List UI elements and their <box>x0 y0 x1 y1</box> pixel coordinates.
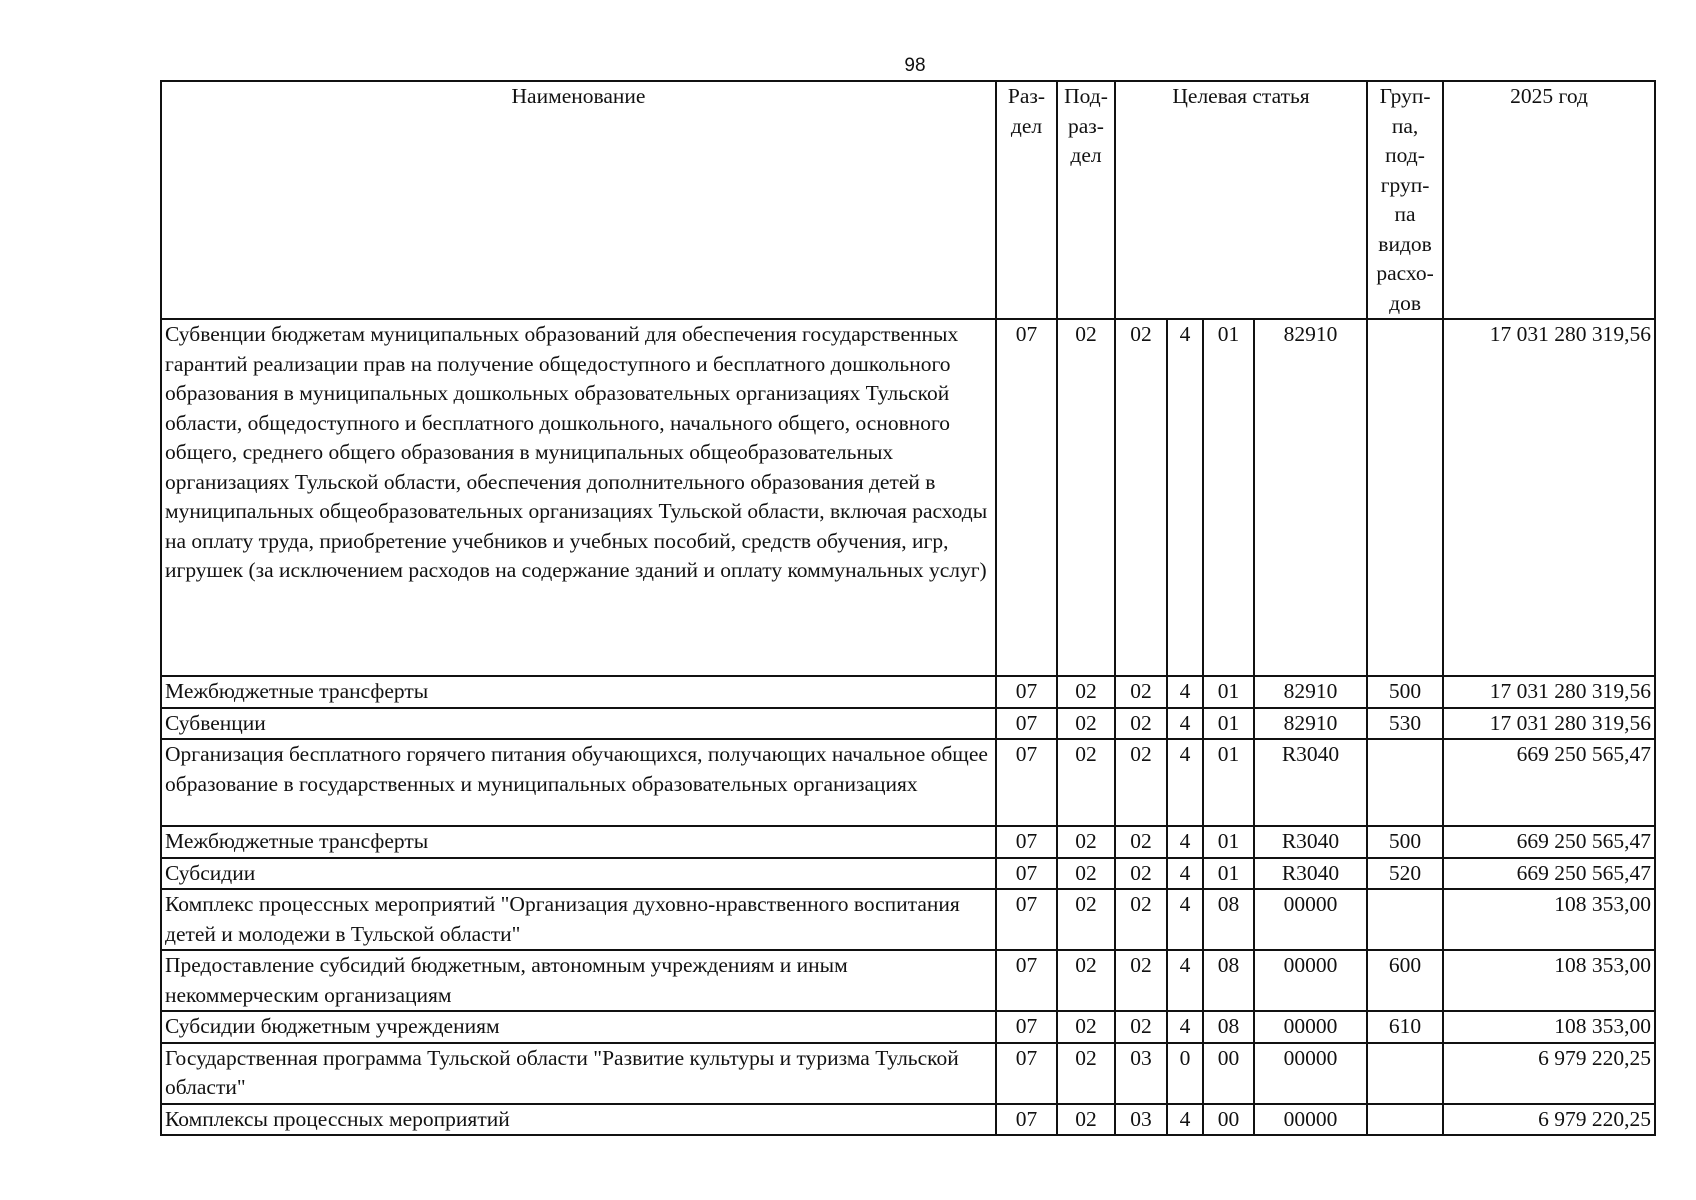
row-cs4: 00000 <box>1254 889 1367 950</box>
row-amount: 17 031 280 319,56 <box>1443 708 1655 740</box>
row-name: Организация бесплатного горячего питания обучающихся, получающих начальное общее образование в государственных и муниципальных образовательных организациях <box>161 739 996 826</box>
row-amount: 669 250 565,47 <box>1443 858 1655 890</box>
row-name: Комплексы процессных мероприятий <box>161 1104 996 1136</box>
row-cs2: 4 <box>1167 950 1203 1011</box>
table-row <box>161 708 1655 740</box>
row-razdel: 07 <box>996 950 1057 1011</box>
row-cs3: 01 <box>1203 319 1254 676</box>
row-gruppa <box>1367 319 1443 676</box>
table-row <box>161 1043 1655 1104</box>
row-cs4: 00000 <box>1254 1043 1367 1104</box>
row-name: Межбюджетные трансферты <box>161 676 996 708</box>
row-cs2: 4 <box>1167 858 1203 890</box>
row-cs4: 00000 <box>1254 1011 1367 1043</box>
row-podrazdel: 02 <box>1057 1011 1115 1043</box>
row-name: Субвенции <box>161 708 996 740</box>
row-cs1: 02 <box>1115 889 1167 950</box>
table-row <box>161 826 1655 858</box>
row-amount: 108 353,00 <box>1443 889 1655 950</box>
row-gruppa: 600 <box>1367 950 1443 1011</box>
row-name: Субвенции бюджетам муниципальных образований для обеспечения государственных гарантий реализации прав на получение общедоступного и бесплатного дошкольного образования в муниципальных дошкольных образовательных организациях Тульской области, общедоступного и бесплатного дошкольного, начального общего, основного общего, среднего общего образования в муниципальных общеобразовательных организациях Тульской области, обеспечения дополнительного образования детей в муниципальных общеобразовательных организациях Тульской области, включая расходы на оплату труда, приобретение учебников и учебных пособий, средств обучения, игр, игрушек (за исключением расходов на содержание зданий и оплату коммунальных услуг) <box>161 319 996 676</box>
row-podrazdel: 02 <box>1057 950 1115 1011</box>
row-podrazdel: 02 <box>1057 708 1115 740</box>
row-cs3: 01 <box>1203 826 1254 858</box>
table-row <box>161 319 1655 676</box>
row-cs1: 02 <box>1115 739 1167 826</box>
row-cs3: 01 <box>1203 858 1254 890</box>
row-podrazdel: 02 <box>1057 826 1115 858</box>
row-cs3: 00 <box>1203 1104 1254 1136</box>
row-gruppa <box>1367 1043 1443 1104</box>
row-podrazdel: 02 <box>1057 889 1115 950</box>
table-row <box>161 676 1655 708</box>
table-header-row <box>161 81 1655 319</box>
row-name: Субсидии бюджетным учреждениям <box>161 1011 996 1043</box>
row-amount: 669 250 565,47 <box>1443 826 1655 858</box>
row-razdel: 07 <box>996 708 1057 740</box>
header-year: 2025 год <box>1443 81 1655 319</box>
row-gruppa: 500 <box>1367 826 1443 858</box>
row-cs1: 03 <box>1115 1104 1167 1136</box>
row-cs4: R3040 <box>1254 826 1367 858</box>
row-gruppa: 530 <box>1367 708 1443 740</box>
row-name: Комплекс процессных мероприятий "Организация духовно-нравственного воспитания детей и молодежи в Тульской области" <box>161 889 996 950</box>
row-cs1: 02 <box>1115 1011 1167 1043</box>
row-podrazdel: 02 <box>1057 676 1115 708</box>
row-cs4: R3040 <box>1254 858 1367 890</box>
table-row <box>161 739 1655 826</box>
row-amount: 17 031 280 319,56 <box>1443 676 1655 708</box>
row-cs2: 4 <box>1167 739 1203 826</box>
row-podrazdel: 02 <box>1057 1104 1115 1136</box>
page-number: 98 <box>904 55 926 76</box>
row-cs1: 02 <box>1115 950 1167 1011</box>
row-amount: 108 353,00 <box>1443 1011 1655 1043</box>
row-cs1: 03 <box>1115 1043 1167 1104</box>
row-gruppa <box>1367 739 1443 826</box>
table-row <box>161 1104 1655 1136</box>
row-cs2: 4 <box>1167 826 1203 858</box>
header-podrazdel: Под-раз-дел <box>1057 81 1115 319</box>
row-cs4: R3040 <box>1254 739 1367 826</box>
row-razdel: 07 <box>996 739 1057 826</box>
row-amount: 17 031 280 319,56 <box>1443 319 1655 676</box>
row-cs2: 4 <box>1167 1011 1203 1043</box>
row-podrazdel: 02 <box>1057 1043 1115 1104</box>
row-cs2: 4 <box>1167 889 1203 950</box>
row-gruppa <box>1367 889 1443 950</box>
row-cs3: 08 <box>1203 950 1254 1011</box>
row-cs2: 4 <box>1167 319 1203 676</box>
row-podrazdel: 02 <box>1057 319 1115 676</box>
row-razdel: 07 <box>996 676 1057 708</box>
row-cs2: 4 <box>1167 676 1203 708</box>
row-razdel: 07 <box>996 1043 1057 1104</box>
table-row <box>161 889 1655 950</box>
header-celevaya-statya: Целевая статья <box>1115 81 1367 319</box>
row-name: Предоставление субсидий бюджетным, автономным учреждениям и иным некоммерческим организациям <box>161 950 996 1011</box>
row-gruppa: 610 <box>1367 1011 1443 1043</box>
row-cs4: 00000 <box>1254 1104 1367 1136</box>
row-cs3: 01 <box>1203 676 1254 708</box>
row-name: Межбюджетные трансферты <box>161 826 996 858</box>
row-podrazdel: 02 <box>1057 858 1115 890</box>
row-amount: 6 979 220,25 <box>1443 1043 1655 1104</box>
row-gruppa <box>1367 1104 1443 1136</box>
row-cs4: 82910 <box>1254 319 1367 676</box>
row-cs4: 82910 <box>1254 708 1367 740</box>
table-row <box>161 1011 1655 1043</box>
table-row <box>161 858 1655 890</box>
row-amount: 108 353,00 <box>1443 950 1655 1011</box>
row-name: Субсидии <box>161 858 996 890</box>
row-razdel: 07 <box>996 1104 1057 1136</box>
row-gruppa: 520 <box>1367 858 1443 890</box>
row-razdel: 07 <box>996 319 1057 676</box>
row-gruppa: 500 <box>1367 676 1443 708</box>
row-cs3: 08 <box>1203 889 1254 950</box>
row-cs1: 02 <box>1115 858 1167 890</box>
row-amount: 669 250 565,47 <box>1443 739 1655 826</box>
header-gruppa: Груп-па, под-груп-па видов расхо-дов <box>1367 81 1443 319</box>
row-cs2: 0 <box>1167 1043 1203 1104</box>
row-cs1: 02 <box>1115 319 1167 676</box>
row-podrazdel: 02 <box>1057 739 1115 826</box>
row-name: Государственная программа Тульской области "Развитие культуры и туризма Тульской области" <box>161 1043 996 1104</box>
row-cs3: 01 <box>1203 739 1254 826</box>
row-cs4: 82910 <box>1254 676 1367 708</box>
row-cs3: 01 <box>1203 708 1254 740</box>
header-name: Наименование <box>161 81 996 319</box>
row-cs2: 4 <box>1167 1104 1203 1136</box>
row-razdel: 07 <box>996 889 1057 950</box>
header-razdel: Раз-дел <box>996 81 1057 319</box>
row-cs1: 02 <box>1115 826 1167 858</box>
row-cs3: 00 <box>1203 1043 1254 1104</box>
row-razdel: 07 <box>996 858 1057 890</box>
row-razdel: 07 <box>996 1011 1057 1043</box>
row-cs3: 08 <box>1203 1011 1254 1043</box>
row-cs2: 4 <box>1167 708 1203 740</box>
row-razdel: 07 <box>996 826 1057 858</box>
budget-table <box>160 80 1656 1136</box>
row-amount: 6 979 220,25 <box>1443 1104 1655 1136</box>
table-row <box>161 950 1655 1011</box>
row-cs1: 02 <box>1115 708 1167 740</box>
row-cs1: 02 <box>1115 676 1167 708</box>
row-cs4: 00000 <box>1254 950 1367 1011</box>
